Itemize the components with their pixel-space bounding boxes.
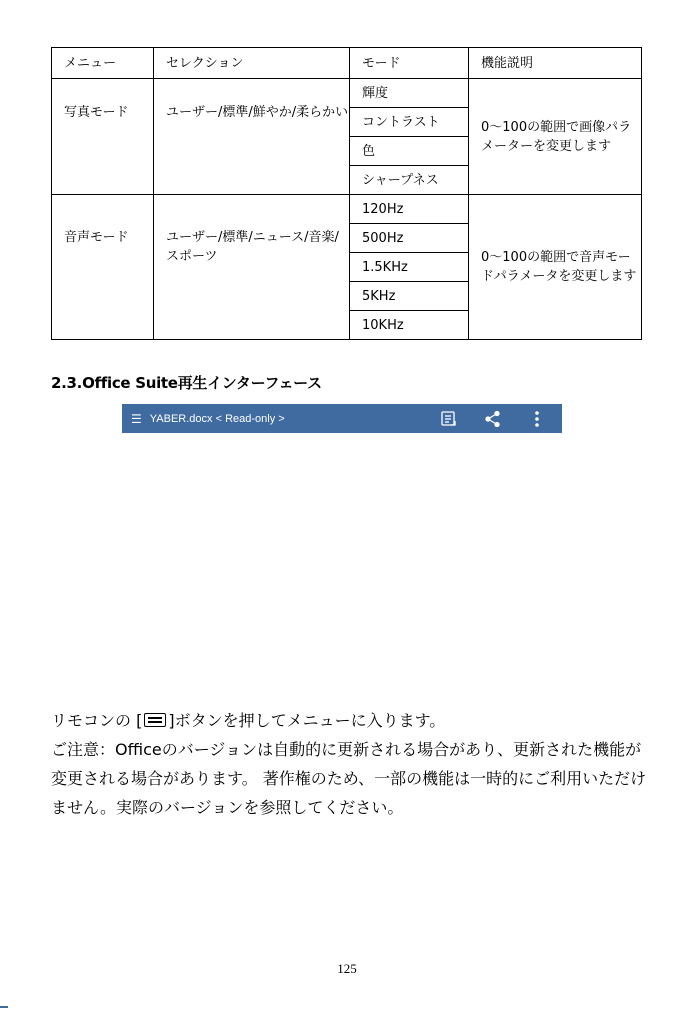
audio-mode-option: 1.5KHz	[350, 253, 469, 282]
instruction-text-end: ]ボタンを押してメニューに入ります。	[168, 711, 446, 730]
audio-mode-menu: 音声モード	[52, 195, 154, 340]
instructions-paragraph	[51, 706, 651, 822]
settings-table	[51, 47, 642, 340]
header-selection: セレクション	[154, 48, 350, 79]
photo-mode-description: 0～100の範囲で画像パラメーターを変更します	[469, 79, 642, 195]
instruction-text-start: リモコンの [	[51, 711, 143, 730]
header-menu: メニュー	[52, 48, 154, 79]
photo-mode-option: シャープネス	[350, 166, 469, 195]
audio-mode-description: 0～100の範囲で音声モードパラメータを変更します	[469, 195, 642, 340]
photo-mode-option: コントラスト	[350, 108, 469, 137]
header-mode: モード	[350, 48, 469, 79]
audio-mode-option: 500Hz	[350, 224, 469, 253]
document-icon[interactable]	[436, 407, 462, 431]
audio-mode-option: 5KHz	[350, 282, 469, 311]
audio-mode-option: 10KHz	[350, 311, 469, 340]
share-icon[interactable]	[480, 407, 506, 431]
page-edge-mark	[0, 1006, 8, 1008]
audio-mode-option: 120Hz	[350, 195, 469, 224]
menu-icon[interactable]: ☰	[131, 411, 142, 426]
menu-button-icon	[144, 713, 166, 727]
photo-mode-option: 輝度	[350, 79, 469, 108]
photo-mode-selection: ユーザー/標準/鮮やか/柔らかい	[154, 79, 350, 195]
office-toolbar	[122, 404, 562, 433]
photo-mode-menu: 写真モード	[52, 79, 154, 195]
remote-instruction	[51, 706, 651, 735]
header-description: 機能説明	[469, 48, 642, 79]
page-number: 125	[337, 961, 357, 976]
more-vert-icon[interactable]	[524, 407, 550, 431]
notice-text: ご注意：Officeのバージョンは自動的に更新される場合があり、更新された機能が変更される場合があります。 著作権のため、一部の機能は一時的にご利用いただけません。実際のバージョンを参照してください。	[51, 740, 647, 817]
audio-mode-selection: ユーザー/標準/ニュース/音楽/スポーツ	[154, 195, 350, 340]
document-title: YABER.docx < Read-only >	[149, 412, 285, 425]
section-heading: 2.3.Office Suite再生インターフェース	[51, 374, 322, 392]
photo-mode-option: 色	[350, 137, 469, 166]
